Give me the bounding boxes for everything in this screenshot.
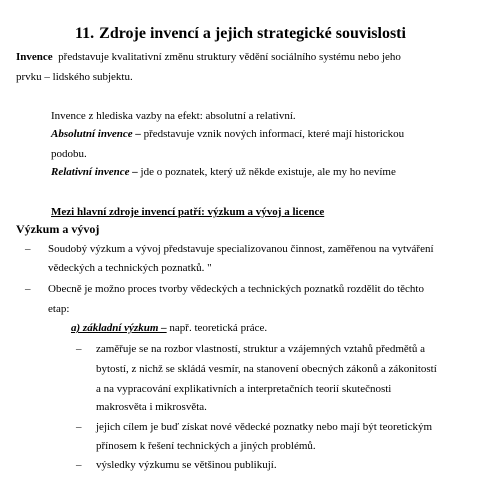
bullet-2-line-2: etap:: [48, 303, 70, 315]
invence-line: Invence z hlediska vazby na efekt: absolutní a relativní.: [51, 110, 296, 122]
bullet-1-line-2: vědeckých a technických poznatků. ": [48, 262, 212, 274]
section-heading: Mezi hlavní zdroje invencí patří: výzkum a vývoj a licence: [51, 206, 325, 218]
absolute-invence-text: představuje vznik nových informací, které mají historickou: [143, 128, 405, 140]
intro-text-1: představuje kvalitativní změnu struktury vědění sociálního systému nebo jeho: [58, 51, 401, 63]
sub-bullet-dash: –: [76, 421, 82, 433]
basic-research-text: např. teoretická práce.: [169, 322, 268, 334]
sub-item-1-line-2: bytostí, z nichž se skládá vesmír, na stanovení obecných zákonů a zákonitostí: [96, 363, 437, 375]
bullet-dash: –: [25, 243, 31, 255]
intro-line-1: [16, 51, 401, 64]
sub-item-3-line-1: výsledky výzkumu se většinou publikují.: [96, 459, 277, 471]
relative-invence-term: Relativní invence –: [51, 166, 138, 178]
subheading: Výzkum a vývoj: [16, 222, 100, 236]
bullet-1-line-1: Soudobý výzkum a vývoj představuje specializovanou činnost, zaměřenou na vytváření: [48, 243, 434, 255]
absolute-invence-line-2: podobu.: [51, 148, 87, 160]
page-title: [0, 24, 481, 44]
bullet-dash: –: [25, 283, 31, 295]
basic-research-line: [71, 322, 267, 335]
sub-item-1-line-1: zaměřuje se na rozbor vlastností, struktur a vzájemných vztahů předmětů a: [96, 343, 425, 355]
absolute-invence-line: [51, 128, 404, 141]
sub-item-2-line-2: přínosem k řešení technických a jiných problémů.: [96, 440, 316, 452]
sub-item-1-line-3: a na vypracování explikativních a interpretačních teorií skutečnosti: [96, 383, 392, 395]
relative-invence-line: [51, 166, 396, 179]
title-number: 11.: [75, 25, 95, 42]
sub-item-1-line-4: makrosvěta i mikrosvěta.: [96, 401, 207, 413]
title-text: Zdroje invencí a jejich strategické souvislosti: [99, 25, 406, 42]
sub-bullet-dash: –: [76, 343, 82, 355]
relative-invence-text: jde o poznatek, který už někde existuje, ale my ho nevíme: [140, 166, 396, 178]
sub-item-2-line-1: jejich cílem je buď získat nové vědecké poznatky nebo mají být teoretickým: [96, 421, 433, 433]
basic-research-label: a) základní výzkum –: [71, 322, 167, 334]
bullet-2-line-1: Obecně je možno proces tvorby vědeckých a technických poznatků rozdělit do těchto: [48, 283, 424, 295]
intro-line-2: prvku – lidského subjektu.: [16, 71, 133, 83]
intro-term: Invence: [16, 51, 53, 63]
sub-bullet-dash: –: [76, 459, 82, 471]
absolute-invence-term: Absolutní invence –: [51, 128, 141, 140]
